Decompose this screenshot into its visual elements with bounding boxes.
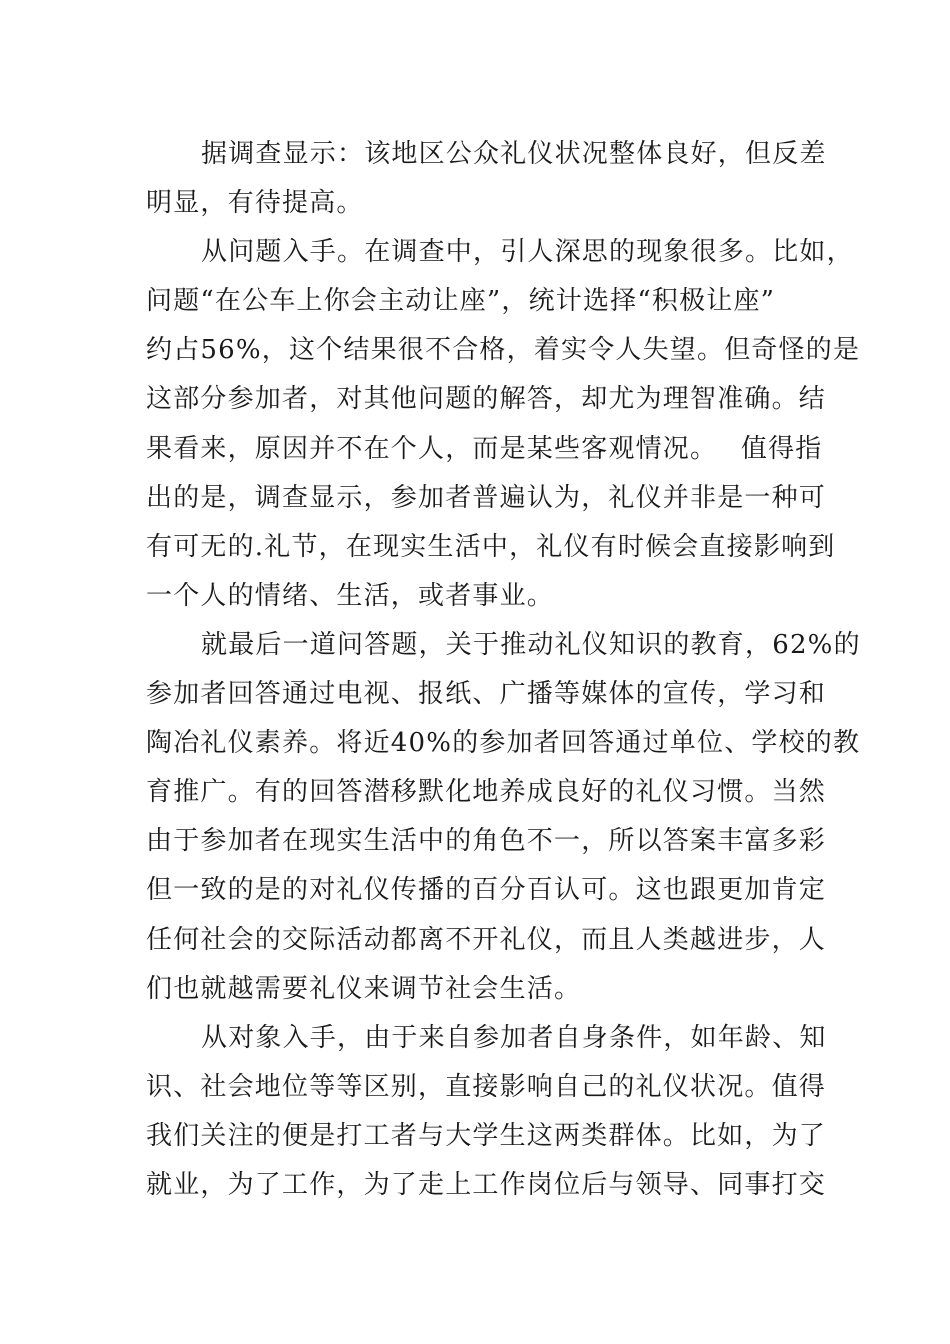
paragraph-line: 就最后一道问答题，关于推动礼仪知识的教育，62%的 [201,629,861,660]
paragraph-line: 我们关注的便是打工者与大学生这两类群体。比如，为了 [146,1120,827,1151]
paragraph-line: 任何社会的交际活动都离不开礼仪，而且人类越进步，人 [146,924,827,955]
paragraph-line: 育推广。有的回答潜移默化地养成良好的礼仪习惯。当然 [146,777,827,808]
paragraph-line: 从问题入手。在调查中，引人深思的现象很多。比如， [201,237,854,268]
paragraph-line: 参加者回答通过电视、报纸、广播等媒体的宣传，学习和 [146,679,827,710]
paragraph-line: 识、社会地位等等区别，直接影响自己的礼仪状况。值得 [146,1071,827,1102]
body-text [146,130,861,1210]
paragraph-line: 就业，为了工作，为了走上工作岗位后与领导、同事打交 [146,1169,827,1200]
paragraph-line: 有可无的.礼节，在现实生活中，礼仪有时候会直接影响到 [146,531,836,562]
paragraph-line: 约占56%，这个结果很不合格，着实令人失望。但奇怪的是 [146,335,861,366]
paragraph-line: 这部分参加者，对其他问题的解答，却尤为理智准确。结 [146,384,827,415]
paragraph-line: 陶冶礼仪素养。将近40%的参加者回答通过单位、学校的教 [146,728,861,759]
paragraph-line: 但一致的是的对礼仪传播的百分百认可。这也跟更加肯定 [146,875,827,906]
paragraph-line: 一个人的情绪、生活，或者事业。 [146,580,555,611]
paragraph-line: 问题“在公车上你会主动让座”，统计选择“积极让座” [146,286,776,317]
paragraph-line: 出的是，调查显示，参加者普遍认为，礼仪并非是一种可 [146,482,827,513]
paragraph-line: 明显，有待提高。 [146,188,364,219]
paragraph-line: 从对象入手，由于来自参加者自身条件，如年龄、知 [201,1022,827,1053]
paragraph-line: 由于参加者在现实生活中的角色不一，所以答案丰富多彩 [146,826,827,857]
paragraph-line: 据调查显示：该地区公众礼仪状况整体良好，但反差 [201,139,827,169]
paragraph-line: 果看来，原因并不在个人，而是某些客观情况。 值得指 [146,433,823,464]
paragraph-line: 们也就越需要礼仪来调节社会生活。 [146,973,582,1004]
